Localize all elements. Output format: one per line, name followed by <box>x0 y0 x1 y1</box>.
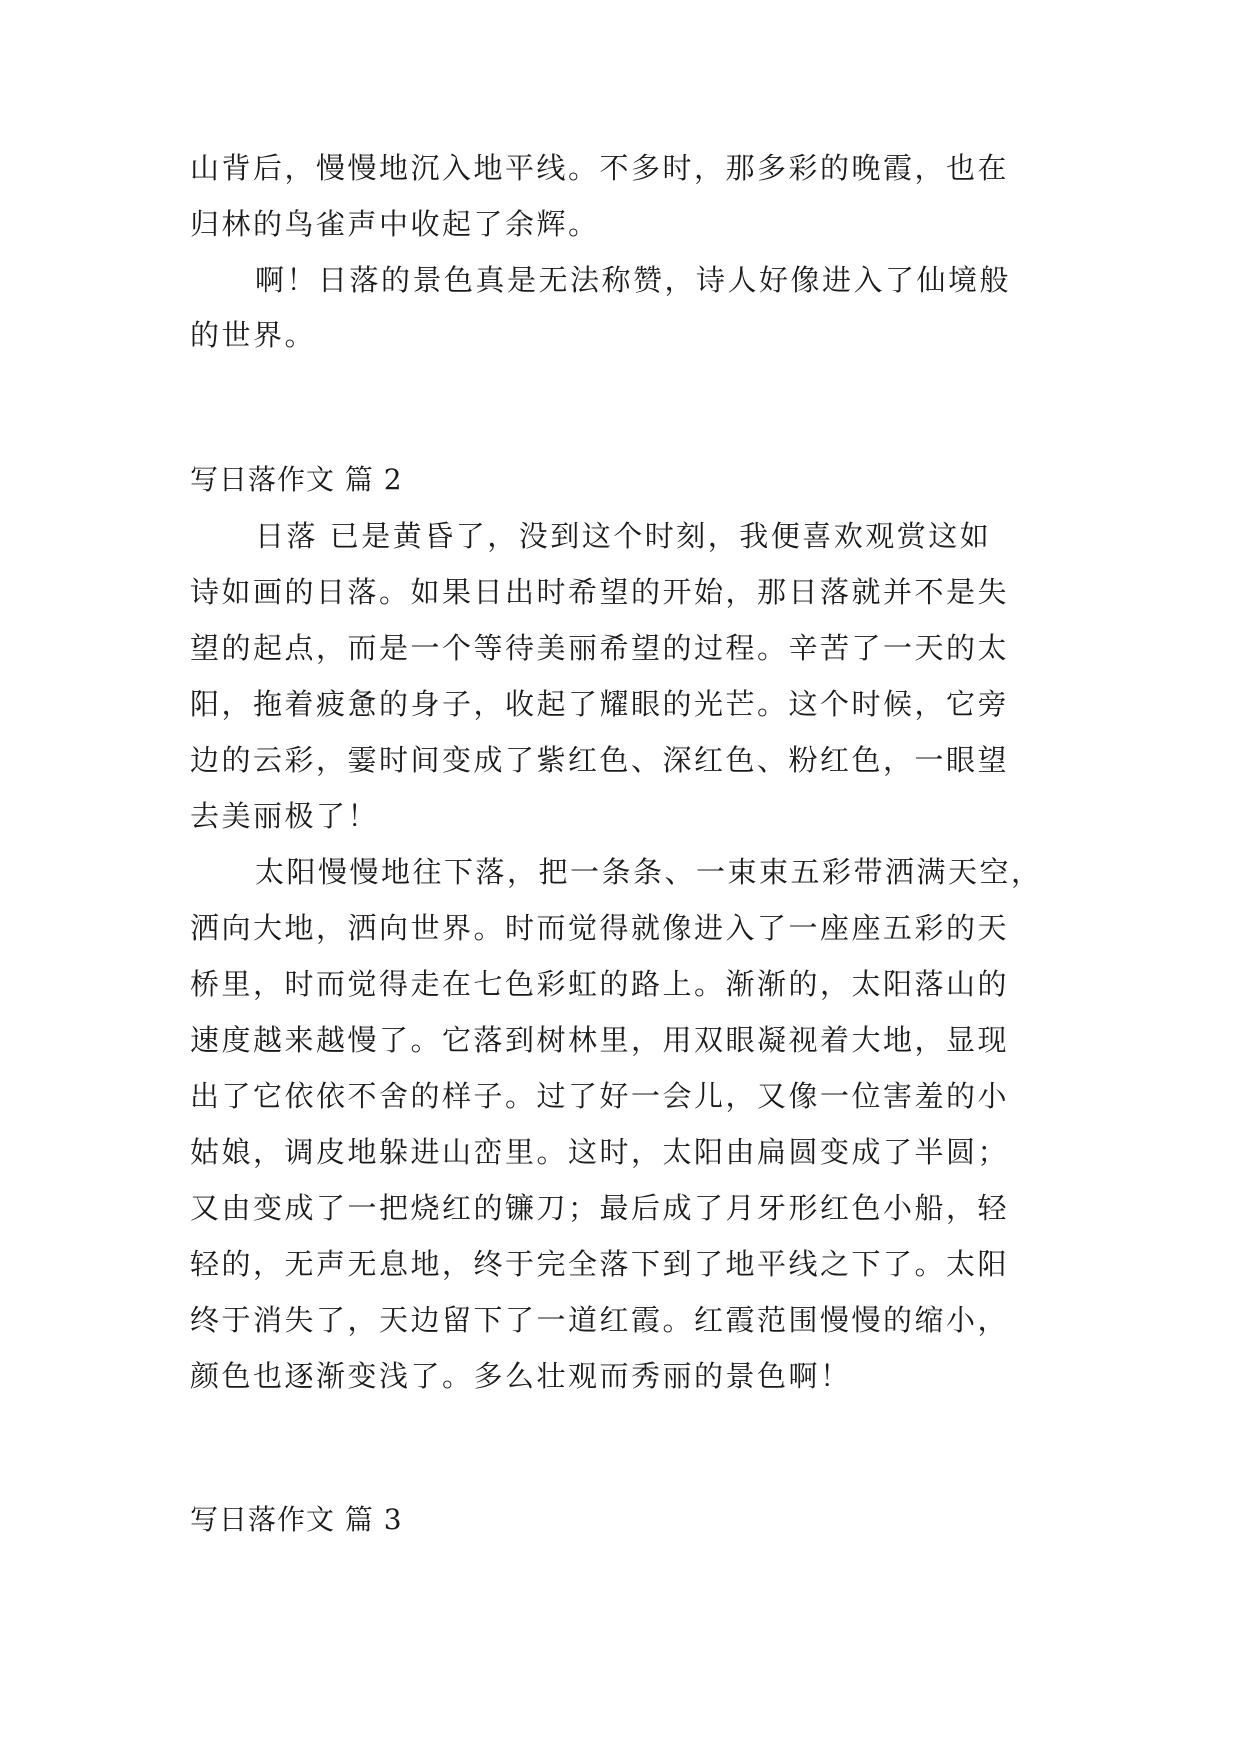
text-line: 边的云彩，霎时间变成了紫红色、深红色、粉红色，一眼望 <box>190 743 1010 777</box>
text-line: 日落 已是黄昏了，没到这个时刻，我便喜欢观赏这如 <box>255 519 992 553</box>
text-line: 终于消失了，天边留下了一道红霞。红霞范围慢慢的缩小， <box>190 1303 1010 1337</box>
text-line: 的世界。 <box>190 318 317 352</box>
text-line: 望的起点，而是一个等待美丽希望的过程。辛苦了一天的太 <box>190 631 1010 665</box>
text-line: 姑娘，调皮地躲进山峦里。这时，太阳由扁圆变成了半圆； <box>190 1135 1010 1169</box>
text-line: 轻的，无声无息地，终于完全落下到了地平线之下了。太阳 <box>190 1247 1010 1281</box>
section-heading-2: 写日落作文 篇 2 <box>190 463 403 496</box>
text-line: 归林的鸟雀声中收起了余辉。 <box>190 207 600 241</box>
text-line: 啊！日落的景色真是无法称赞，诗人好像进入了仙境般 <box>255 263 1012 297</box>
section-heading-3: 写日落作文 篇 3 <box>190 1503 403 1536</box>
text-line: 出了它依依不舍的样子。过了好一会儿，又像一位害羞的小 <box>190 1079 1010 1113</box>
text-line: 洒向大地，洒向世界。时而觉得就像进入了一座座五彩的天 <box>190 911 1010 945</box>
text-line: 去美丽极了！ <box>190 799 380 833</box>
text-line: 速度越来越慢了。它落到树林里，用双眼凝视着大地，显现 <box>190 1023 1010 1057</box>
text-line: 桥里，时而觉得走在七色彩虹的路上。渐渐的，太阳落山的 <box>190 967 1010 1001</box>
text-line: 阳，拖着疲惫的身子，收起了耀眼的光芒。这个时候，它旁 <box>190 687 1010 721</box>
text-line: 颜色也逐渐变浅了。多么壮观而秀丽的景色啊！ <box>190 1359 852 1393</box>
text-line: 太阳慢慢地往下落，把一条条、一束束五彩带洒满天空， <box>255 855 1043 889</box>
text-line: 山背后，慢慢地沉入地平线。不多时，那多彩的晚霞，也在 <box>190 151 1010 185</box>
text-line: 又由变成了一把烧红的镰刀；最后成了月牙形红色小船，轻 <box>190 1191 1010 1225</box>
text-line: 诗如画的日落。如果日出时希望的开始，那日落就并不是失 <box>190 575 1010 609</box>
